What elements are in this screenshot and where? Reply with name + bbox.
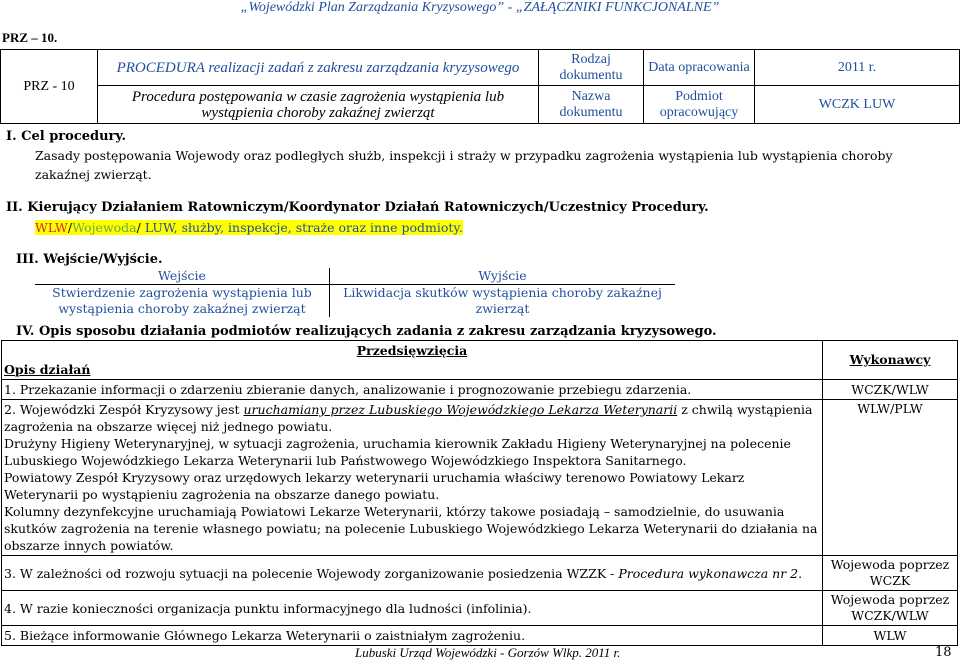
table-row — [2, 591, 958, 626]
date-value: 2011 r. — [755, 50, 960, 86]
procedure-number: PRZ – 10. — [2, 30, 58, 45]
table-row — [2, 626, 958, 646]
section-2-title: II. Kierujący Działaniem Ratowniczym/Koordynator Działań Ratowniczych/Uczestnicy Procedury. — [6, 200, 709, 215]
action-text: 4. W razie konieczności organizacja punktu informacyjnego dla ludności (infolinia). — [2, 591, 823, 626]
procedure-header-table — [0, 49, 960, 124]
action-executor: Wojewoda poprzez WCZK/WLW — [823, 591, 958, 626]
section-4-title: IV. Opis sposobu działania podmiotów realizujących zadania z zakresu zarządzania kryzysowego. — [16, 324, 717, 339]
actions-table — [1, 340, 958, 646]
executors-column-header: Wykonawcy — [823, 341, 958, 380]
action-text: 1. Przekazanie informacji o zdarzeniu zbieranie danych, analizowanie i prognozowanie przebiegu zdarzenia. — [2, 380, 823, 400]
input-heading: Wejście — [35, 268, 330, 285]
action-executor: WCZK/WLW — [823, 380, 958, 400]
action-paragraph: Drużyny Higieny Weterynaryjnej, w sytuacji zagrożenia, uruchamia kierownik Zakładu Higieny Weterynaryjnej na polecenie Lubuskiego Wojewódzkiego Lekarza Weterynarii lub Państwowego Wojewódzkiego Inspektora Sanitarnego. — [4, 436, 791, 468]
doc-type-label: Rodzaj dokumentu — [539, 50, 644, 86]
action-text: 5. Bieżące informowanie Głównego Lekarza Weterynarii o zaistniałym zagrożeniu. — [2, 626, 823, 646]
author-value: WCZK LUW — [755, 86, 960, 124]
output-heading: Wyjście — [330, 268, 676, 285]
input-text: Stwierdzenie zagrożenia wystąpienia lub wystąpienia choroby zakaźnej zwierząt — [35, 285, 330, 318]
actions-subheader: Opis działań — [2, 360, 823, 380]
procedure-title-2: Procedura postępowania w czasie zagrożenia wystąpienia lub wystąpienia choroby zakaźnej zwierząt — [98, 86, 539, 124]
action-paragraph: Powiatowy Zespół Kryzysowy oraz urzędowych lekarzy weterynarii uruchamia właściwy terenowo Powiatowy Lekarz Weterynarii po wystąpieniu zagrożenia na obszarze danego powiatu. — [4, 470, 745, 502]
action-text: 3. W zależności od rozwoju sytuacji na polecenie Wojewody zorganizowanie posiedzenia WZZK - Procedura wykonawcza nr 2. — [2, 556, 823, 591]
table-row — [2, 400, 958, 556]
doc-name-label: Nazwa dokumentu — [539, 86, 644, 124]
table-row — [2, 380, 958, 400]
procedure-code: PRZ - 10 — [1, 50, 98, 124]
action-paragraph: Kolumny dezynfekcyjne uruchamiają Powiatowi Lekarze Weterynarii, którzy takowe posiadają – samodzielnie, do usuwania skutków zagrożenia na terenie własnego powiatu; na polecenie Lubuskiego Wojewódzkiego Lekarza Weterynarii do działania na obszarze innych powiatów. — [4, 504, 818, 553]
actions-column-header: Przedsięwzięcia — [2, 341, 823, 361]
action-executor: Wojewoda poprzez WCZK — [823, 556, 958, 591]
participant-wlw: WLW — [35, 220, 68, 235]
participant-wojewoda: Wojewoda — [72, 220, 137, 235]
section-3-title: III. Wejście/Wyjście. — [16, 252, 163, 267]
action-paragraph: 2. Wojewódzki Zespół Kryzysowy jest uruchamiany przez Lubuskiego Wojewódzkiego Lekarza Weterynarii z chwilą wystąpienia zagrożenia na obszarze więcej niż jednego powiatu. — [4, 402, 813, 434]
input-output-table — [35, 268, 675, 317]
participants-line: WLW/Wojewoda/ LUW, służby, inspekcje, straże oraz inne podmioty. — [35, 220, 463, 235]
action-executor: WLW/PLW — [823, 400, 958, 556]
output-text: Likwidacja skutków wystąpienia choroby zakaźnej zwierząt — [330, 285, 676, 318]
document-running-header: „Wojewódzki Plan Zarządzania Kryzysowego” - „ZAŁĄCZNIKI FUNKCJONALNE” — [240, 0, 720, 15]
action-text — [2, 400, 823, 556]
page-number: 18 — [935, 645, 952, 660]
participant-others: LUW, służby, inspekcje, straże oraz inne podmioty. — [140, 220, 463, 235]
section-1-title: I. Cel procedury. — [6, 129, 126, 144]
page-footer: Lubuski Urząd Wojewódzki - Gorzów Wlkp. 2011 r. — [355, 645, 621, 660]
date-label: Data opracowania — [644, 50, 755, 86]
table-row — [2, 556, 958, 591]
procedure-title-1: PROCEDURA realizacji zadań z zakresu zarządzania kryzysowego — [98, 50, 539, 86]
section-1-text: Zasady postępowania Wojewody oraz podległych służb, inspekcji i straży w przypadku zagrożenia wystąpienia lub wystąpienia choroby zakaźnej zwierząt. — [35, 148, 893, 182]
author-label: Podmiot opracowujący — [644, 86, 755, 124]
action-executor: WLW — [823, 626, 958, 646]
activation-note: uruchamiany przez Lubuskiego Wojewódzkiego Lekarza Weterynarii — [243, 402, 678, 417]
